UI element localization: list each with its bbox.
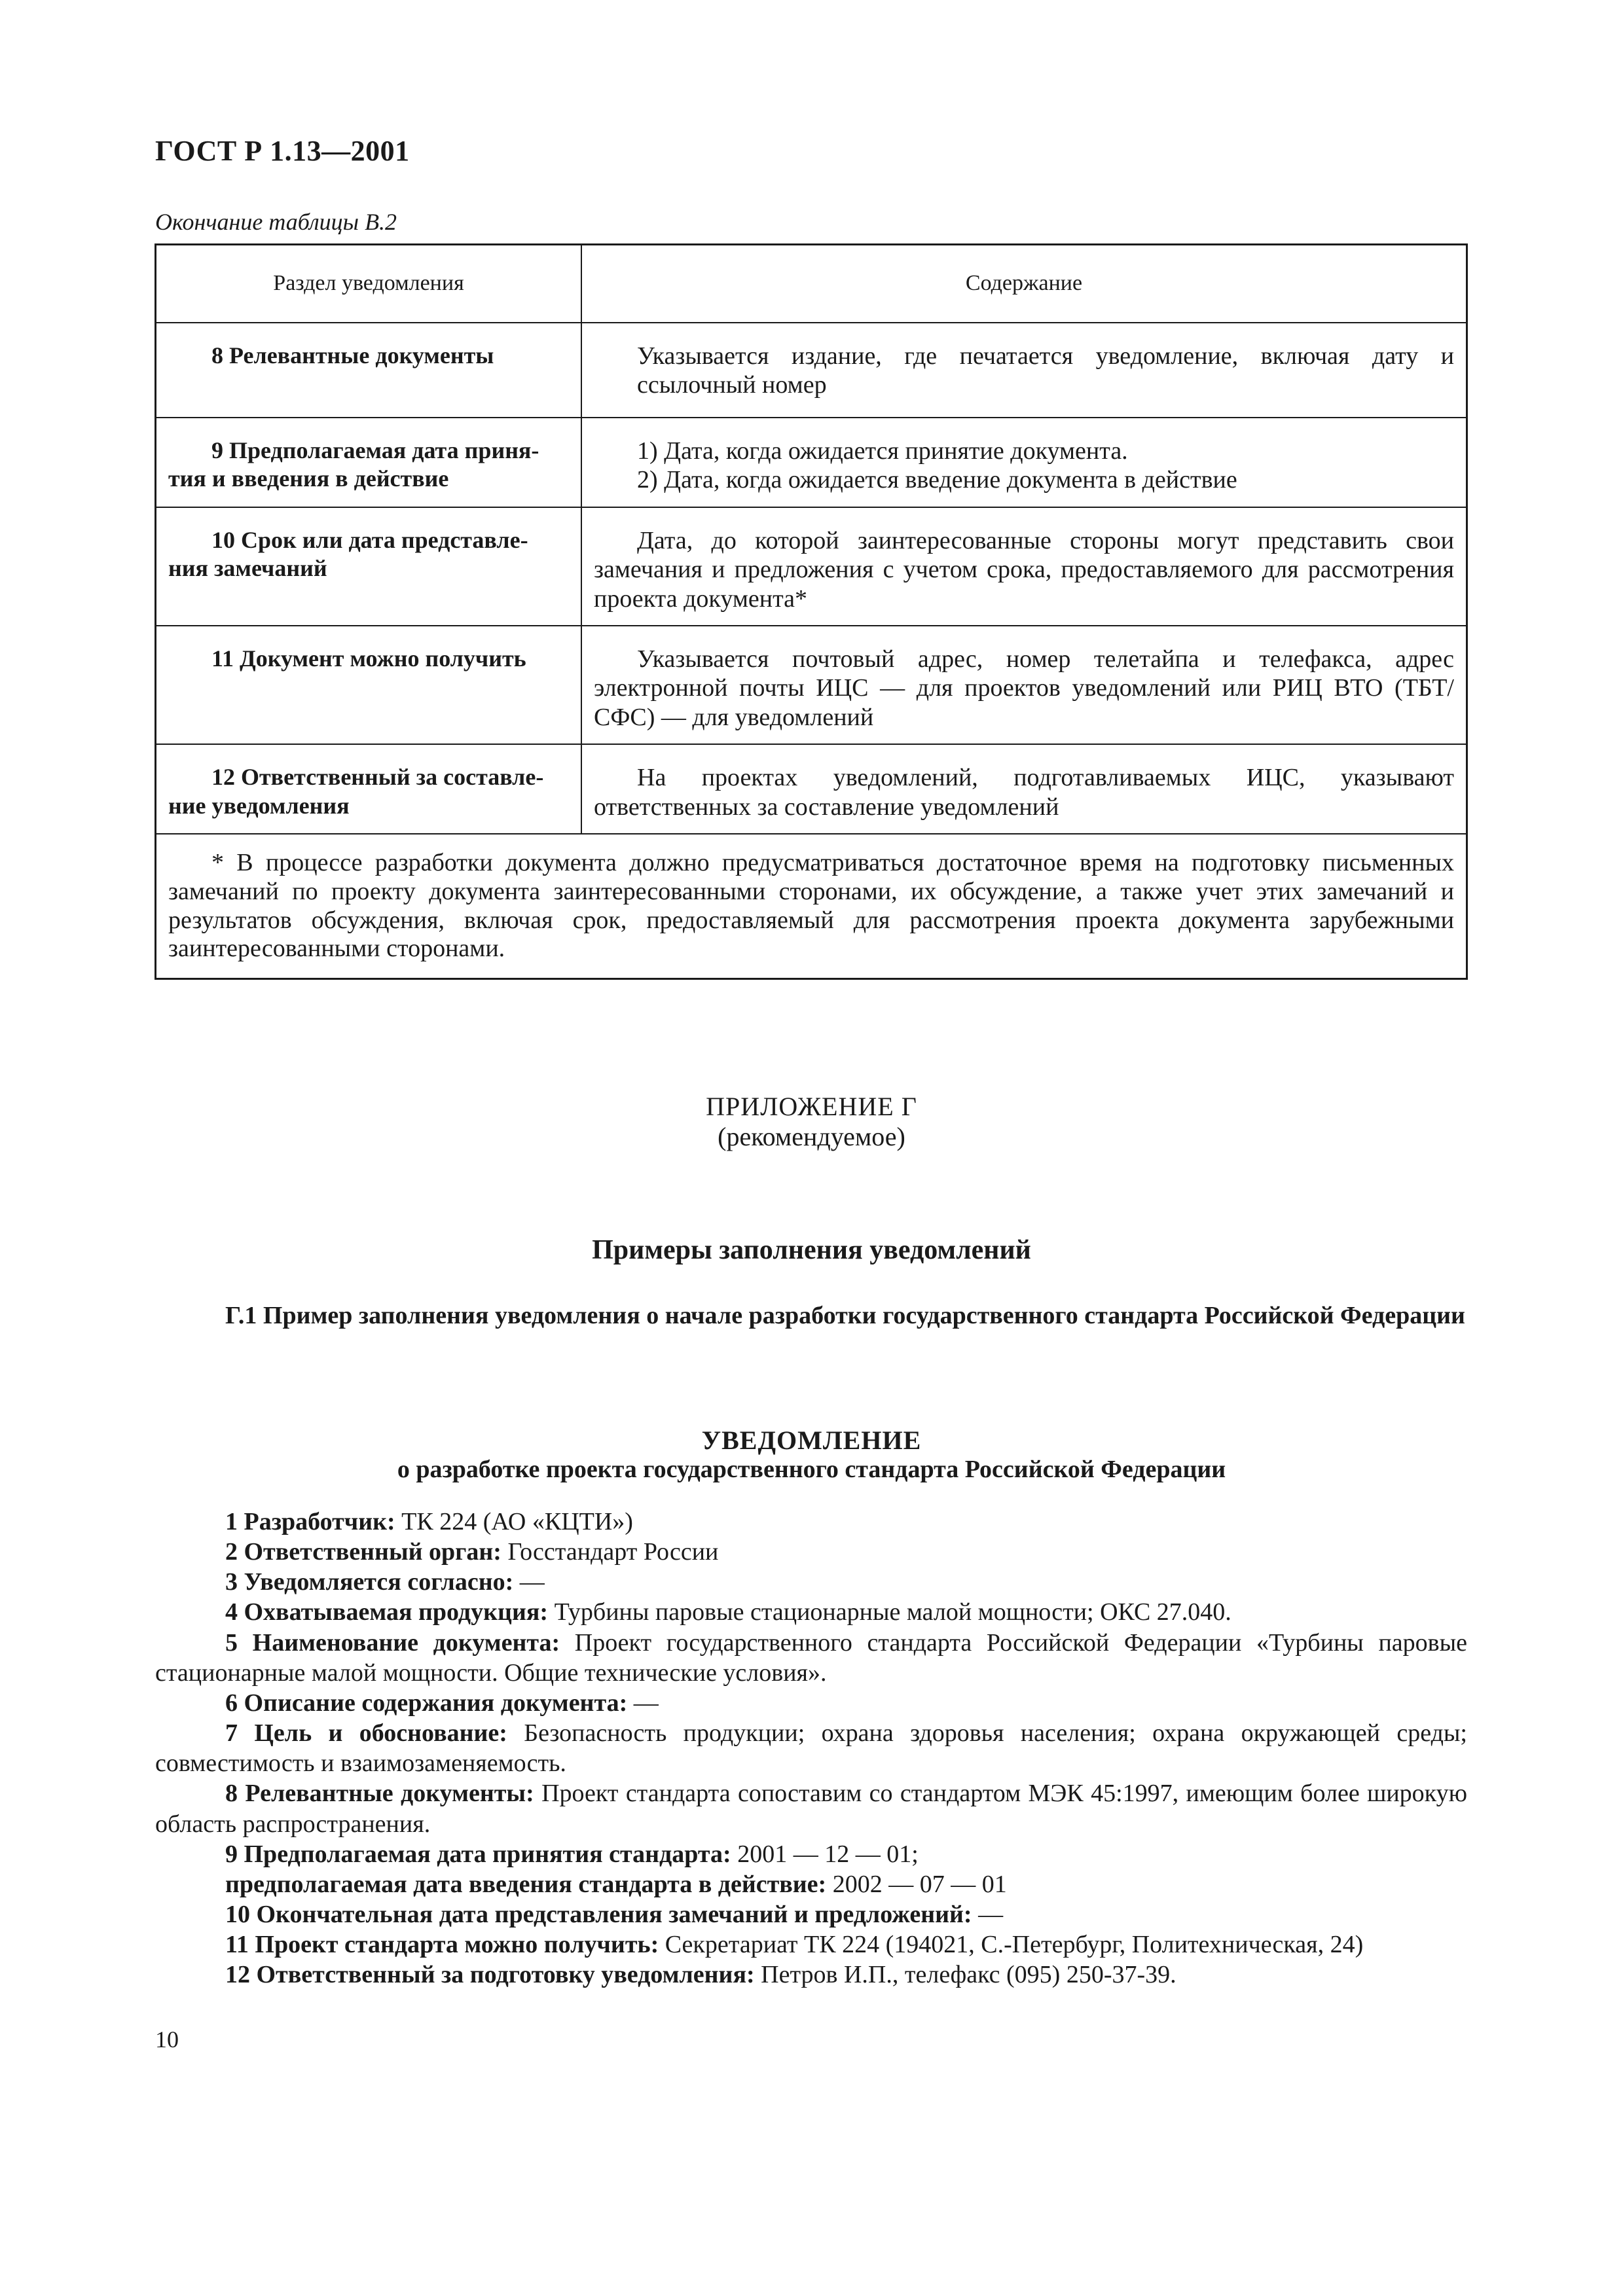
content-cell — [582, 626, 1466, 744]
section-cell — [156, 508, 582, 625]
notice-subtitle: о разработке проекта государственного стандарта Российской Федерации — [397, 1456, 1226, 1483]
section-g1-heading — [155, 1301, 1467, 1331]
notice-item-label: 11 Проект стандарта можно получить: — [225, 1931, 659, 1959]
section-name: 10 Срок или дата представле- — [211, 526, 528, 553]
notice-item — [155, 1628, 1467, 1688]
content-text: Указывается издание, где печатается уведомление, включая дату и ссылочный номер — [637, 342, 1454, 399]
section-name-cont: ния замечаний — [168, 554, 327, 581]
table-row — [156, 417, 1466, 507]
content-item-2: 2) Дата, когда ожидается введение документа в действие — [637, 466, 1237, 494]
column-header-content: Содержание — [965, 271, 1083, 295]
table-row — [156, 625, 1466, 744]
notice-title: УВЕДОМЛЕНИЕ — [701, 1426, 922, 1455]
notice-item — [155, 1537, 1467, 1567]
notice-item-label: 6 Описание содержания документа: — [225, 1689, 628, 1717]
content-text: На проектах уведомлений, подготавливаемых ИЦС, указывают ответственных за составление уведомлений — [594, 764, 1454, 821]
notice-item-label: 7 Цель и обоснование: — [225, 1719, 507, 1748]
notice-item-label: 5 Наименование документа: — [225, 1628, 560, 1657]
table-row — [156, 744, 1466, 833]
appendix-subtitle: (рекомендуемое) — [718, 1122, 905, 1151]
examples-title: Примеры заполнения уведомлений — [592, 1235, 1031, 1265]
notice-item-label: 8 Релевантные документы: — [225, 1780, 534, 1808]
section-name-cont: ние уведомления — [168, 792, 350, 819]
notice-item-label: 2 Ответственный орган: — [225, 1538, 501, 1566]
section-name: 12 Ответственный за составле- — [211, 764, 544, 791]
content-cell — [582, 323, 1466, 417]
page-header: ГОСТ Р 1.13—2001 — [155, 135, 410, 167]
section-cell — [156, 626, 582, 744]
notice-item — [155, 1778, 1467, 1839]
notice-item-label: 3 Уведомляется согласно: — [225, 1568, 514, 1596]
notice-item-value: — — [627, 1689, 659, 1717]
notice-item — [155, 1869, 1467, 1899]
notice-item-label: 10 Окончательная дата представления замечаний и предложений: — [225, 1901, 972, 1929]
notice-item — [155, 1899, 1467, 1929]
content-cell — [582, 508, 1466, 625]
content-item-1: 1) Дата, когда ожидается принятие документа. — [637, 437, 1128, 465]
notice-item-value: Секретариат ТК 224 (194021, С.-Петербург, Политехническая, 24) — [659, 1931, 1364, 1959]
table-caption: Окончание таблицы В.2 — [155, 209, 397, 235]
page-number: 10 — [155, 2026, 179, 2053]
notification-sections-table — [155, 243, 1468, 980]
notice-item — [155, 1597, 1467, 1627]
notice-item — [155, 1567, 1467, 1597]
notice-item-value: Турбины паровые стационарные малой мощности; ОКС 27.040. — [548, 1598, 1231, 1626]
footnote-text: * В процессе разработки документа должно предусматриваться достаточное время на подготовку письменных замечаний по проекту документа заинтересованными сторонами, их обсуждение, а также учет этих замечаний и результатов обсуждения, включая срок, предоставляемый для рассмотрения проекта документа зарубежными заинтересованными сторонами. — [168, 849, 1454, 963]
table-footnote — [156, 833, 1466, 978]
notice-item-label: 4 Охватываемая продукция: — [225, 1598, 549, 1626]
content-cell — [582, 745, 1466, 833]
notice-items — [155, 1507, 1467, 1990]
notice-item-value: 2002 — 07 — 01 — [826, 1870, 1007, 1898]
section-name: 9 Предполагаемая дата приня- — [211, 437, 539, 463]
section-cell — [156, 418, 582, 507]
appendix-heading — [0, 1092, 1623, 1152]
content-text: Указывается почтовый адрес, номер телетайпа и телефакса, адрес электронной почты ИЦС — для проектов уведомлений или РИЦ ВТО (ТБТ/СФС) — для уведомлений — [594, 645, 1454, 731]
notice-item — [155, 1688, 1467, 1718]
table-header-row — [156, 245, 1466, 322]
appendix-title: ПРИЛОЖЕНИЕ Г — [706, 1092, 917, 1121]
notice-item-label: 9 Предполагаемая дата принятия стандарта: — [225, 1840, 731, 1868]
notice-item-value: 2001 — 12 — 01; — [731, 1840, 919, 1868]
notice-item-label: предполагаемая дата введения стандарта в действие: — [225, 1870, 827, 1898]
notice-item-label: 12 Ответственный за подготовку уведомления: — [225, 1961, 755, 1989]
content-cell — [582, 418, 1466, 507]
section-g1-text: Г.1 Пример заполнения уведомления о начале разработки государственного стандарта Российской Федерации — [225, 1302, 1465, 1329]
notice-item-label: 1 Разработчик: — [225, 1508, 395, 1535]
notice-item-value: Госстандарт России — [501, 1538, 719, 1566]
notice-item-value: Проект государственного стандарта Российской Федерации «Турбины паровые стационарные малой мощности. Общие технические условия». — [155, 1628, 1467, 1687]
notice-item-value: Безопасность продукции; охрана здоровья населения; охрана окружающей среды; совместимость и взаимозаменяемость. — [155, 1719, 1467, 1778]
notice-item-value: Проект стандарта сопоставим со стандартом МЭК 45:1997, имеющим более широкую область распространения. — [155, 1780, 1467, 1838]
content-text: Дата, до которой заинтересованные стороны могут представить свои замечания и предложения с учетом срока, предоставляемого для рассмотрения проекта документа* — [594, 526, 1454, 613]
notice-item-value: — — [972, 1901, 1004, 1929]
section-cell — [156, 745, 582, 833]
section-cell — [156, 323, 582, 417]
notice-item-value: ТК 224 (АО «КЦТИ») — [395, 1508, 633, 1535]
notice-item — [155, 1718, 1467, 1778]
notice-item — [155, 1960, 1467, 1990]
section-name-cont: тия и введения в действие — [168, 465, 449, 492]
section-name: 11 Документ можно получить — [211, 645, 526, 672]
notice-item-value: — — [513, 1568, 545, 1596]
table-row — [156, 322, 1466, 417]
notice-item — [155, 1929, 1467, 1960]
notice-item-value: Петров И.П., телефакс (095) 250-37-39. — [754, 1961, 1176, 1989]
section-name: 8 Релевантные документы — [211, 342, 494, 368]
notice-item — [155, 1839, 1467, 1869]
notice-item — [155, 1507, 1467, 1537]
column-header-section: Раздел уведомления — [156, 245, 582, 322]
table-row — [156, 507, 1466, 625]
